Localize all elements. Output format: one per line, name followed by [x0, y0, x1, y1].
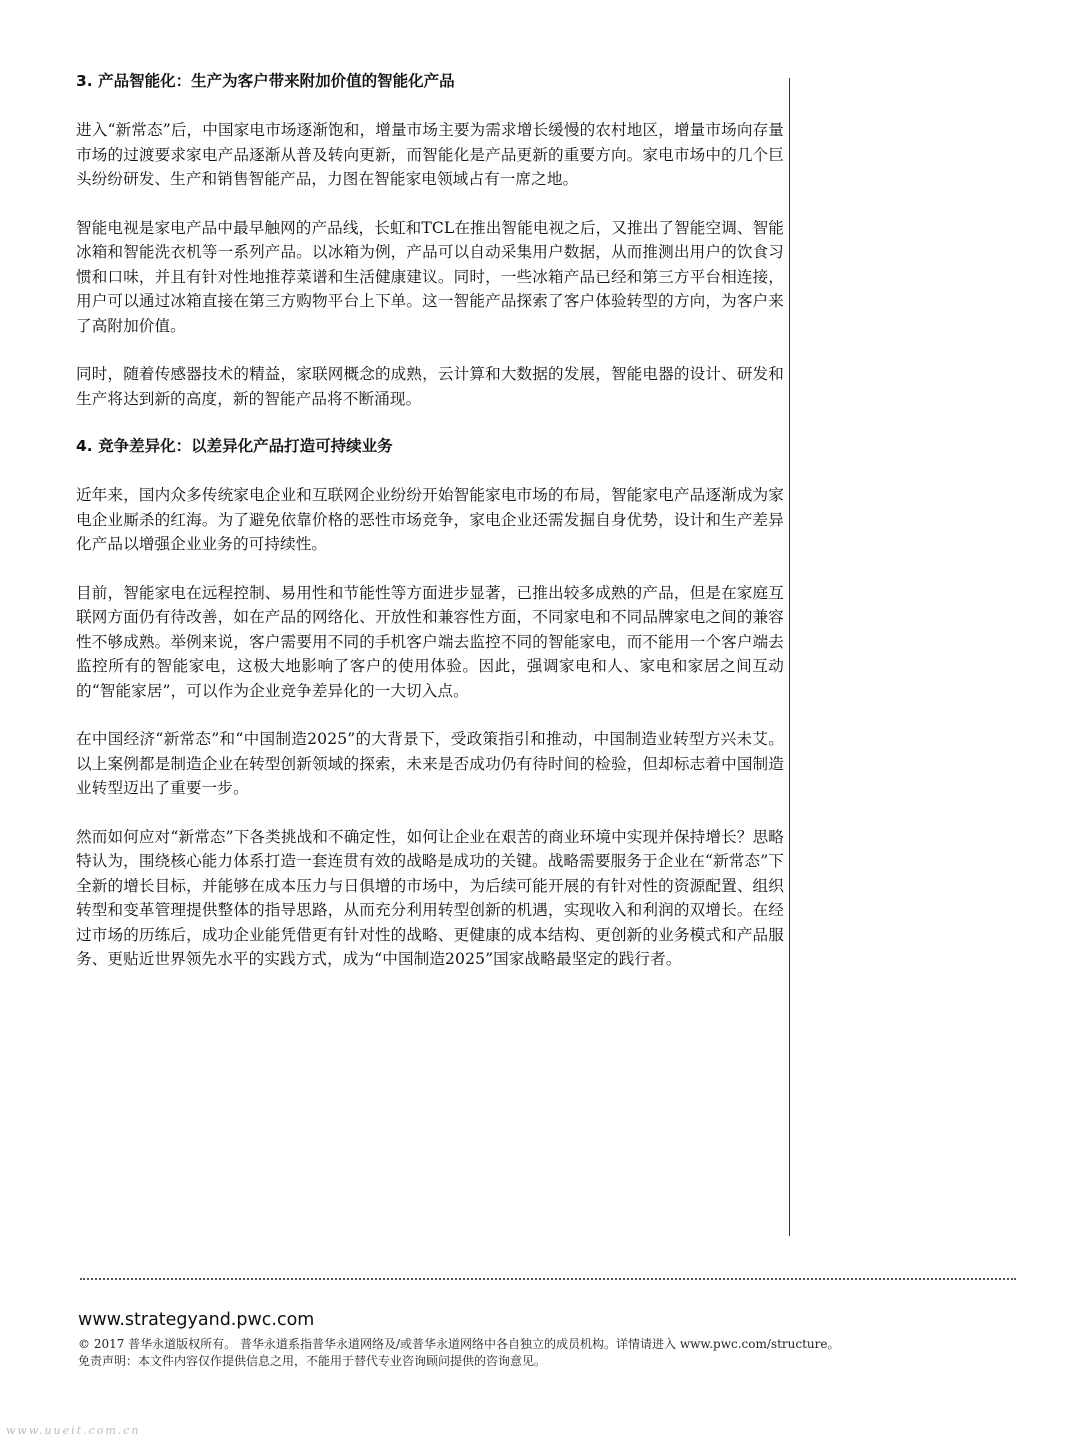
section-4-paragraph-4: 然而如何应对“新常态”下各类挑战和不确定性，如何让企业在艰苦的商业环境中实现并保持增长？思略特认为，围绕核心能力体系打造一套连贯有效的战略是成功的关键。战略需要服务于企业在“新常态”下全新的增长目标，并能够在成本压力与日俱增的市场中，为后续可能开展的有针对性的资源配置、组织转型和变革管理提供整体的指导思路，从而充分利用转型创新的机遇，实现收入和利润的双增长。在经过市场的历练后，成功企业能凭借更有针对性的战略、更健康的成本结构、更创新的业务模式和产品服务、更贴近世界领先水平的实践方式，成为“中国制造2025”国家战略最坚定的践行者。: [76, 827, 784, 968]
site-watermark: www.uueit.com.cn: [6, 1424, 141, 1437]
page-footer: [78, 1310, 1038, 1370]
section-4-paragraph-1: 近年来，国内众多传统家电企业和互联网企业纷纷开始智能家电市场的布局，智能家电产品逐渐成为家电企业厮杀的红海。为了避免依靠价格的恶性市场竞争，家电企业还需发掘自身优势，设计和生产差异化产品以增强企业业务的可持续性。: [76, 486, 784, 553]
section-3-heading: 3. 产品智能化：生产为客户带来附加价值的智能化产品: [76, 72, 455, 90]
section-4-heading: 4. 竞争差异化：以差异化产品打造可持续业务: [76, 437, 393, 455]
disclaimer-text: 免责声明：本文件内容仅作提供信息之用，不能用于替代专业咨询顾问提供的咨询意见。: [78, 1354, 547, 1368]
section-3-paragraph-3: 同时，随着传感器技术的精益，家联网概念的成熟，云计算和大数据的发展，智能电器的设计、研发和生产将达到新的高度，新的智能产品将不断涌现。: [76, 365, 784, 408]
copyright-notice: © 2017 普华永道版权所有。 普华永道系指普华永道网络及/或普华永道网络中各自独立的成员机构。详情请进入 www.pwc.com/structure。: [78, 1337, 840, 1351]
section-4-paragraph-3: 在中国经济“新常态”和“中国制造2025”的大背景下，受政策指引和推动，中国制造业转型方兴未艾。以上案例都是制造企业在转型创新领域的探索，未来是否成功仍有待时间的检验，但却标志着中国制造业转型迈出了重要一步。: [76, 730, 784, 797]
column-divider: [789, 78, 790, 1236]
footer-dotted-divider: [80, 1278, 1016, 1280]
section-4-paragraph-2: 目前，智能家电在远程控制、易用性和节能性等方面进步显著，已推出较多成熟的产品，但是在家庭互联网方面仍有待改善，如在产品的网络化、开放性和兼容性方面，不同家电和不同品牌家电之间的兼容性不够成熟。举例来说，客户需要用不同的手机客户端去监控不同的智能家电，而不能用一个客户端去监控所有的智能家电，这极大地影响了客户的使用体验。因此，强调家电和人、家电和家居之间互动的“智能家居”，可以作为企业竞争差异化的一大切入点。: [76, 583, 784, 700]
section-3-paragraph-2: 智能电视是家电产品中最早触网的产品线，长虹和TCL在推出智能电视之后，又推出了智能空调、智能冰箱和智能洗衣机等一系列产品。以冰箱为例，产品可以自动采集用户数据，从而推测出用户的饮食习惯和口味，并且有针对性地推荐菜谱和生活健康建议。同时，一些冰箱产品已经和第三方平台相连接，用户可以通过冰箱直接在第三方购物平台上下单。这一智能产品探索了客户体验转型的方向，为客户来了高附加价值。: [76, 218, 784, 335]
main-text-column: [76, 70, 784, 996]
website-link[interactable]: www.strategyand.pwc.com: [78, 1310, 315, 1330]
section-3-paragraph-1: 进入“新常态”后，中国家电市场逐渐饱和，增量市场主要为需求增长缓慢的农村地区，增量市场向存量市场的过渡要求家电产品逐渐从普及转向更新，而智能化是产品更新的重要方向。家电市场中的几个巨头纷纷研发、生产和销售智能产品，力图在智能家电领域占有一席之地。: [76, 121, 784, 188]
